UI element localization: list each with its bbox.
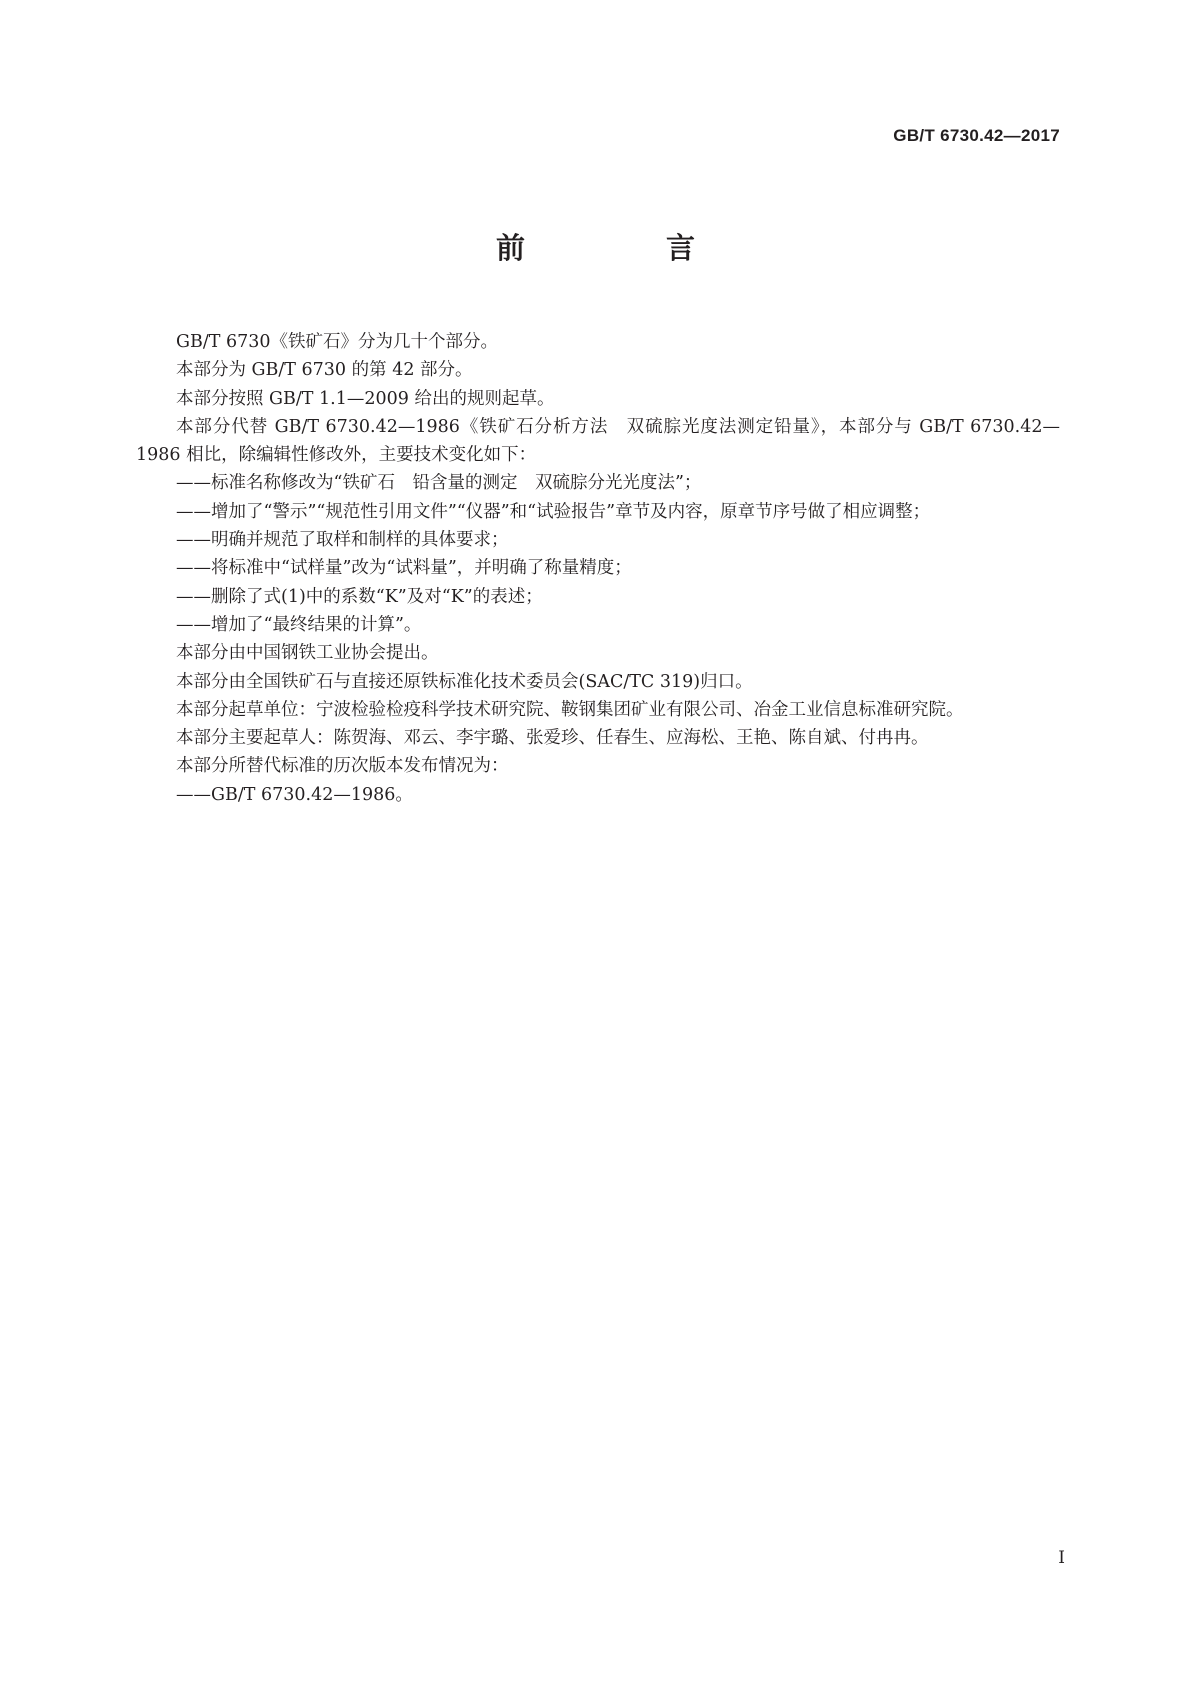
foreword-body [136,328,1060,809]
paragraph-replacement: 本部分代替 GB/T 6730.42—1986《铁矿石分析方法 双硫腙光度法测定铅量》，本部分与 GB/T 6730.42—1986 相比，除编辑性修改外，主要技术变化如下： [136,416,1060,466]
paragraph-drafting-rules: 本部分按照 GB/T 1.1—2009 给出的规则起草。 [176,388,555,409]
list-item-change-sampling: ——明确并规范了取样和制样的具体要求； [176,530,509,551]
list-item-change-coefficient: ——删除了式(1)中的系数“K”及对“K”的表述； [176,586,543,607]
paragraph-part-number: 本部分为 GB/T 6730 的第 42 部分。 [176,360,473,381]
paragraph-drafters: 本部分主要起草人：陈贺海、邓云、李宇璐、张爱珍、任春生、应海松、王艳、陈自斌、付冉冉。 [176,728,929,749]
list-item-previous-edition: ——GB/T 6730.42—1986。 [176,784,413,805]
paragraph-drafting-units: 本部分起草单位：宁波检验检疫科学技术研究院、鞍钢集团矿业有限公司、冶金工业信息标准研究院。 [176,699,964,720]
page-title: 前 言 [495,231,751,265]
list-item-change-final-result: ——增加了“最终结果的计算”。 [176,614,422,635]
paragraph-technical-committee: 本部分由全国铁矿石与直接还原铁标准化技术委员会(SAC/TC 319)归口。 [176,671,753,692]
list-item-change-sample-mass: ——将标准中“试样量”改为“试料量”，并明确了称量精度； [176,558,632,579]
paragraph-series-intro: GB/T 6730《铁矿石》分为几十个部分。 [176,332,499,352]
list-item-change-name: ——标准名称修改为“铁矿石 铅含量的测定 双硫腙分光光度法”； [176,473,702,494]
list-item-change-sections: ——增加了“警示”“规范性引用文件”“仪器”和“试验报告”章节及内容，原章节序号做了相应调整； [176,501,931,522]
standard-code: GB/T 6730.42—2017 [893,126,1060,145]
paragraph-previous-editions: 本部分所替代标准的历次版本发布情况为： [176,756,509,777]
page-number: I [1058,1548,1065,1568]
paragraph-proposed-by: 本部分由中国钢铁工业协会提出。 [176,643,439,664]
